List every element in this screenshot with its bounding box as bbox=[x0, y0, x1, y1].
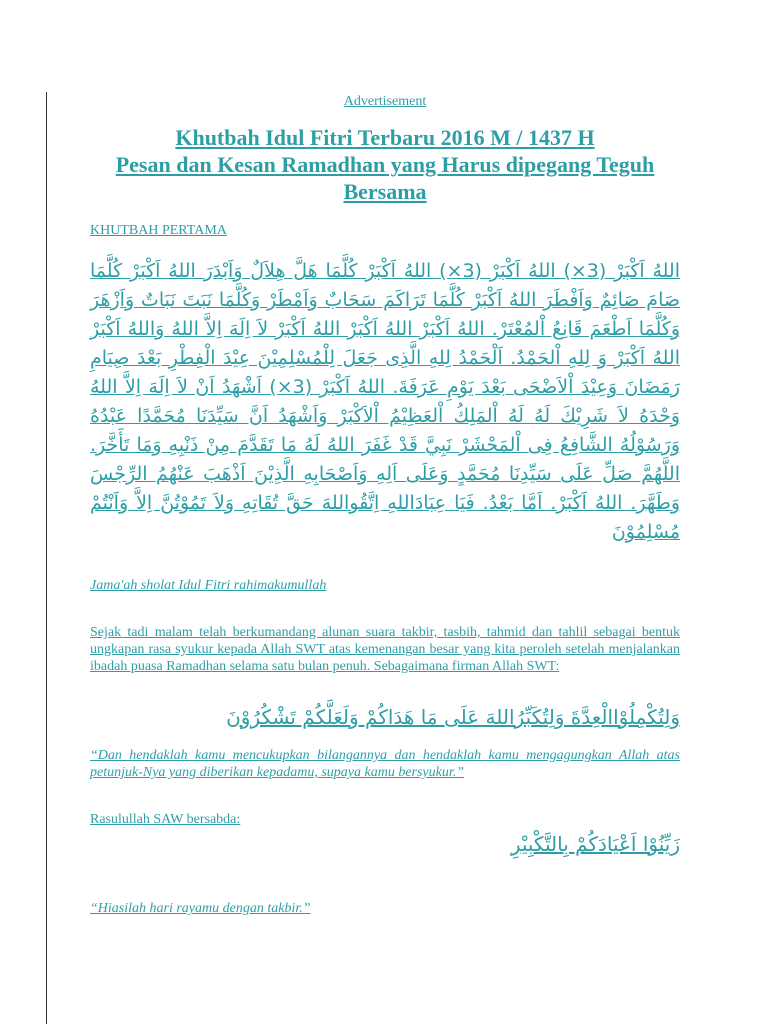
arabic-verse bbox=[90, 705, 680, 729]
article-title bbox=[90, 124, 680, 205]
document-page bbox=[90, 88, 680, 947]
advertisement-link[interactable]: Advertisement bbox=[343, 94, 427, 109]
hadith-intro-link[interactable]: Rasulullah SAW bersabda: bbox=[90, 812, 241, 827]
arabic-opening-link[interactable]: اللهُ اَكْبَرْ (3×) اللهُ اَكْبَرْ (3×) اللهُ اَكْبَرْ كُلَّمَا هَلَّ هِلاَلٌ وَاَبْدَرَ اللهُ اَكْبَرْ كُلَّمَا صَامَ صَائِمٌ وَاَفْطَرَ اللهُ اَكْبَرْ كُلَّمَا تَرَاكَمَ سَحَابٌ وَاَمْطَرْ وَكُلَّمَا نَبَتَ نَبَاتٌ وَاَزْهَرَ وَكُلَّمَا اَطْعَمَ قَانِعُ اْلمُعْتَرْ. اللهُ اَكْبَرْ اللهُ اَكْبَرْ اللهُ اَكْبَرْ لاَ اِلَهَ اِلاَّ اللهُ وَاللهُ اَكْبَرْ اللهُ اَكْبَرْ وَ لِلهِ اْلحَمْدُ. اَلْحَمْدُ لِلهِ الَّذِى جَعَلَ لِلْمُسْلِمِيْنَ عِيْدَ الْفِطْرِ بَعْدَ صِيَامِ رَمَضَانَ وَعِيْدَ اْلاَضْحَى بَعْدَ يَوْمِ عَرَفَةَ. اللهُ اَكْبَرْ (3×) اَشْهَدُ اَنْ لاَ اِلَهَ اِلاَّ اللهُ وَحْدَهُ لاَ شَرِيْكَ لَهُ لَهُ اْلمَلِكُ اْلعَظِيْمُ اْلاَكْبَرْ وَاَشْهَدُ اَنَّ سَيِّدَنَا مُحَمَّدًا عَبْدُهُ وَرَسُوْلُهُ الشَّافِعُ فِى اْلمَحْشَرْ نَبِيَّ قَدْ غَفَرَ اللهُ لَهُ مَا تَقَدَّمَ مِنْ ذَنْبِهِ وَمَا تَأَخَّرَ. اللَّهُمَّ صَلِّ عَلَى سَيِّدِنَا مُحَمَّدٍ وَعَلَى اَلِهِ وَاَصْحَابِهِ الَّذِيْنَ اَذْهَبَ عَنْهُمُ الرِّجْسَ وَطَهَّرَ. اللهُ اَكْبَرْ. اَمَّا بَعْدُ. فَيَا عِبَادَاللهِ اِتَّقُواللهَ حَقَّ تُقَاتِهِ وَلاَ تَمُوْتُنَّ اِلاَّ وَاَنْتُمْ مُسْلِمُوْنَ bbox=[90, 260, 681, 543]
translation-2-link[interactable]: “Hiasilah hari rayamu dengan takbir.” bbox=[90, 901, 311, 916]
title-line-1[interactable]: Khutbah Idul Fitri Terbaru 2016 M / 1437 H bbox=[175, 125, 595, 150]
translation-2 bbox=[90, 900, 680, 917]
translation-1 bbox=[90, 747, 680, 781]
advertisement-label bbox=[90, 94, 680, 110]
translation-1-link[interactable]: “Dan hendaklah kamu mencukupkan bilangannya dan hendaklah kamu mengagungkan Allah atas petunjuk-Nya yang diberikan kepadamu, supaya kamu bersyukur.” bbox=[90, 748, 680, 780]
arabic-hadith bbox=[90, 832, 680, 856]
arabic-verse-link[interactable]: وَلِتُكْمِلُوْاالْعِدَّةَ وَلِتُكَبِّرُاللهَ عَلَى مَا هَدَاكُمْ وَلَعَلَّكُمْ تَشْكُرُوْنَ bbox=[226, 705, 680, 729]
greeting-text bbox=[90, 577, 680, 594]
arabic-hadith-link[interactable]: زَيِّنُوْا اَعْيَادَكُمْ بِالتَّكْبِيْرِ bbox=[510, 832, 680, 856]
section-heading bbox=[90, 223, 680, 239]
paragraph-1 bbox=[90, 624, 680, 675]
title-line-2[interactable]: Pesan dan Kesan Ramadhan yang Harus dipegang Teguh Bersama bbox=[115, 152, 655, 204]
section-heading-link[interactable]: KHUTBAH PERTAMA bbox=[90, 223, 227, 238]
arabic-opening-text bbox=[90, 257, 680, 547]
paragraph-1-link[interactable]: Sejak tadi malam telah berkumandang alunan suara takbir, tasbih, tahmid dan tahlil sebagai bentuk ungkapan rasa syukur kepada Allah SWT atas kemenangan besar yang kita peroleh setelah menjalankan ibadah puasa Ramadhan selama satu bulan penuh. Sebagaimana firman Allah SWT: bbox=[90, 625, 680, 674]
hadith-intro bbox=[90, 811, 680, 828]
greeting-link[interactable]: Jama'ah sholat Idul Fitri rahimakumullah bbox=[90, 578, 327, 593]
page-margin-line bbox=[46, 92, 47, 1024]
